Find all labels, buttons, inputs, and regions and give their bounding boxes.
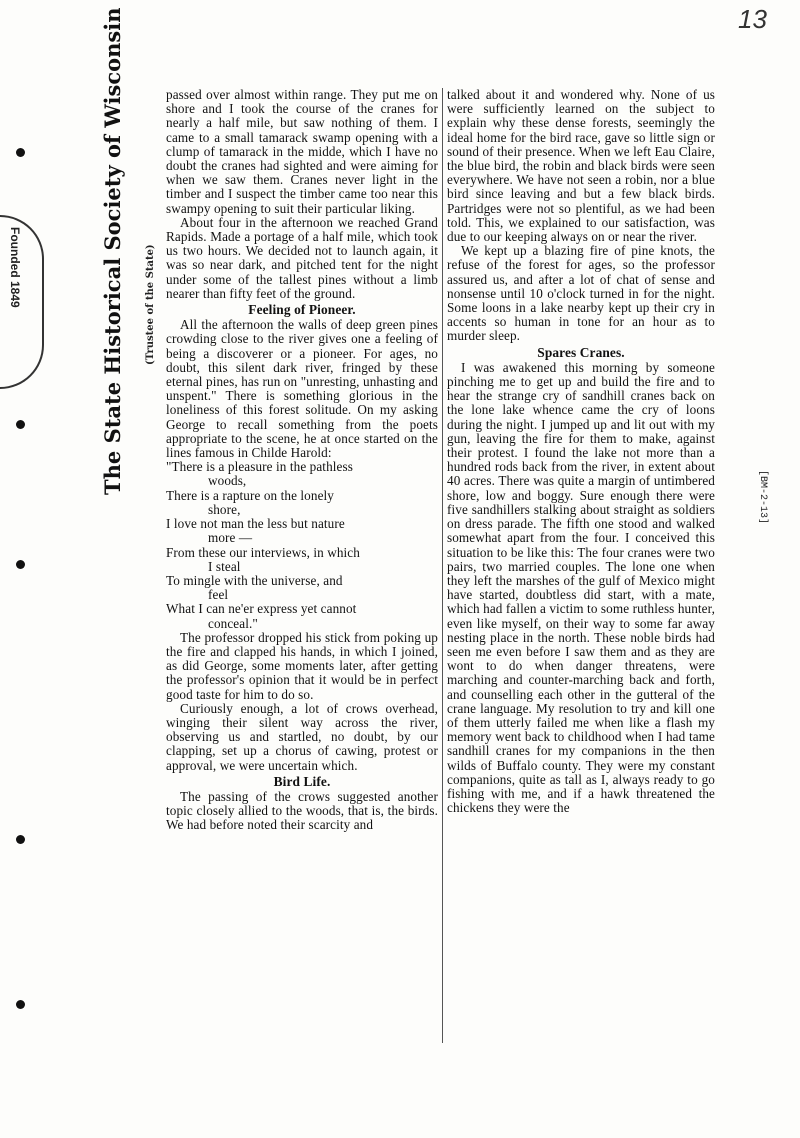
binder-hole [16,835,25,844]
seal-text: Founded 1849 [8,227,22,308]
poem-line-continuation: woods, [208,473,247,489]
section-heading: Feeling of Pioneer. [248,302,356,318]
poem-quote [166,460,438,630]
binder-hole [16,420,25,429]
section-heading: Spares Cranes. [537,344,625,360]
poem-line-continuation: I steal [208,558,241,574]
left-column [166,88,438,1048]
binder-hole [16,560,25,569]
paragraph: Curiously enough, a lot of crows overhead, winging their silent way across the river, observing us and startled, no doubt, by our clapping, set up a chorus of cawing, protest or approval, we were uncertain which. [166,700,438,773]
right-column [447,88,715,1048]
page-number: 13 [738,4,767,34]
binder-hole [16,1000,25,1009]
poem-line: What I can ne'er express yet cannot [166,601,357,617]
paragraph: The passing of the crows suggested another topic closely allied to the woods, that is, the birds. We had before noted their scarcity and [166,788,438,833]
poem-line: I love not man the less but nature [166,516,345,532]
poem-line-continuation: shore, [208,501,241,517]
binder-hole [16,148,25,157]
poem-line: "There is a pleasure in the pathless [166,459,353,475]
paragraph: I was awakened this morning by someone pinching me to get up and build the fire and to hear the strange cry of sandhill cranes back on the lone lake whence came the cry of loons during the night. I jumped up and lit out with my gun, leaving the fire for them to make, against their protest. I found the lake not more than a hundred rods back from the river, in extent about 40 acres. There was quite a margin of untimbered shore, low and boggy. Sure enough there were five sandhillers stalking about straight as soldiers on dress parade. The fifth one stood and walked somewhat apart from the four. I conceived this situation to be like this: The four cranes were two pairs, two married couples. The lone one when they left the marshes of the gulf of Mexico might have started, doubtless did start, with a mate, which had fallen a victim to some ruthless hunter, even like myself, on their way to some far away nesting place in the north. These noble birds had seen me even before I saw them and as they are wont to do when danger threatens, were marching and counter-marching back and forth, and counselling each other in the gutteral of the crane language. My resolution to try and kill one of them utterly failed me when like a flash my memory went back to childhood when I had tame sandhill cranes for my companions in the then wilds of Buffalo county. They were my constant companions, quite as tall as I, always ready to go fishing with me, and if a hawk threatened the chickens they were the [447,359,715,816]
column-divider [442,88,443,1043]
reference-code: [BM-2-13] [757,470,768,525]
society-seal-stamp [0,215,44,389]
paragraph: talked about it and wondered why. None of us were sufficiently learned on the subject to explain why these dense forests, seemingly the ideal home for the bird race, gave so little sign or sound of their presence. When we left Eau Claire, the blue bird, the robin and black birds were seen everywhere. We have not seen a robin, nor a blue bird since leaving and but a few black birds. Partridges were not so plentiful, as we had been told. This, we explained to our satisfaction, was due to our keeping always on or near the river. [447,88,715,245]
poem-line-continuation: conceal." [208,615,258,631]
poem-line-continuation: more — [208,530,253,546]
poem-line: There is a rapture on the lonely [166,487,334,503]
section-heading: Bird Life. [273,773,331,789]
paragraph: We kept up a blazing fire of pine knots, the refuse of the forest for ages, so the professor assured us, and after a lot of chat of sense and nonsense until 10 o'clock turned in for the night. Some loons in a lake nearby kept up their cry in accents so human in tone for an hour as to murder sleep. [447,243,715,344]
paragraph: The professor dropped his stick from poking up the fire and clapped his hands, in which I joined, as did George, some moments later, after getting the professor's opinion that it would be in perfect good taste for him to do so. [166,629,438,702]
poem-line: To mingle with the universe, and [166,572,343,588]
poem-line-continuation: feel [208,587,229,603]
society-title-vertical: The State Historical Society of Wisconsin [100,7,125,495]
poem-line: From these our interviews, in which [166,544,360,560]
paragraph: All the afternoon the walls of deep green pines crowding close to the river gives one a feeling of being a discoverer or a pioneer. For ages, no doubt, this silent dark river, fringed by these eternal pines, has run on "unresting, unhasting and unspent." There is something glorious in the loneliness of this forest solitude. On my asking George to recall something from the poets appropriate to the scene, he at once started on the lines famous in Childe Harold: [166,317,438,461]
paragraph: About four in the afternoon we reached Grand Rapids. Made a portage of a half mile, which took us two hours. We decided not to launch again, it was so near dark, and pitched tent for the night under some of the tallest pines without a limb nearer than fifty feet of the ground. [166,214,438,301]
paragraph: passed over almost within range. They put me on shore and I took the course of the cranes for nearly a half mile, but saw nothing of them. I came to a small tamarack swamp opening with a clump of tamarack in the midde, which I have no doubt the cranes had sighted and were aiming for when we saw them. Cranes never light in the timber and I suspect the timber came too near this swampy opening to suit their particular liking. [166,88,438,216]
society-subtitle-vertical: (Trustee of the State) [145,244,156,366]
